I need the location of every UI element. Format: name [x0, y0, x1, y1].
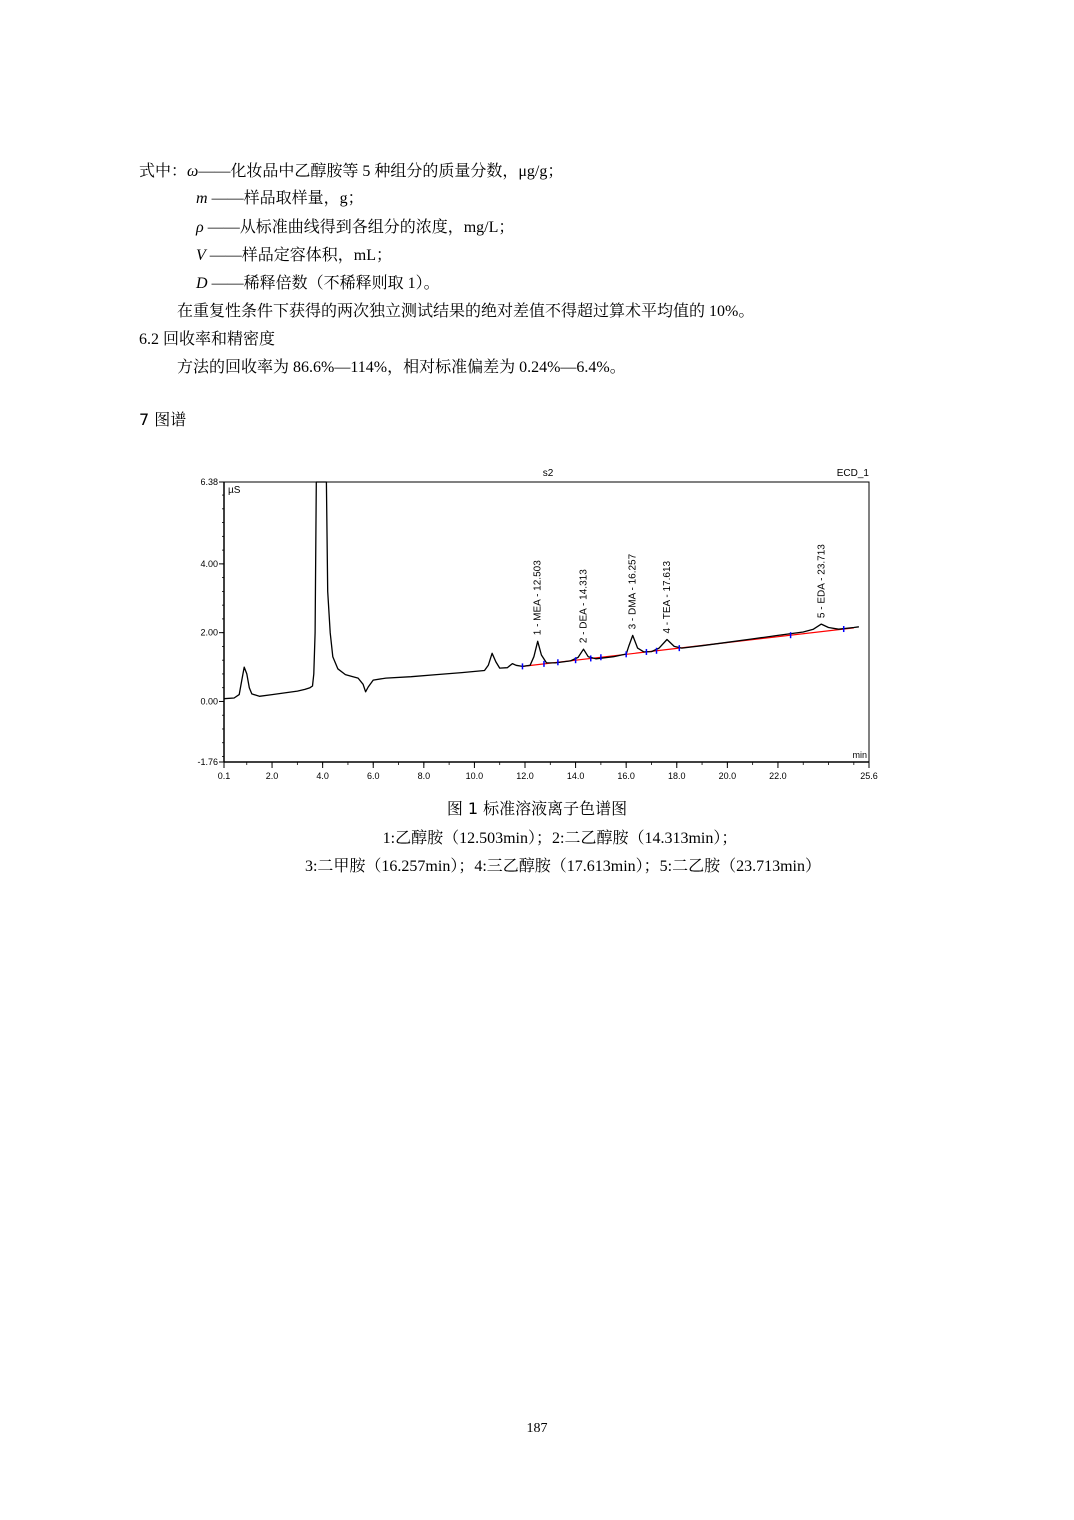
peak-label-3: 3 - DMA - 16.257: [627, 553, 639, 630]
symbol-rho: ρ: [196, 219, 204, 236]
x-unit-label: min: [852, 750, 867, 760]
chart-title: s2: [542, 468, 554, 479]
x-tick-label: 12.0: [516, 771, 534, 781]
note-omega-text: ——化妆品中乙醇胺等 5 种组分的质量分数，μg/g；: [198, 163, 564, 180]
formula-notes-intro: 式中：ω——化妆品中乙醇胺等 5 种组分的质量分数，μg/g；: [139, 163, 564, 180]
y-tick-label: 6.38: [200, 477, 218, 487]
x-tick-label: 25.6: [860, 771, 878, 781]
figure-legend-line-1: 1:乙醇胺（12.503min）；2:二乙醇胺（14.313min）；: [382, 830, 738, 847]
x-tick-label: 18.0: [667, 771, 686, 781]
x-tick-label: 10.0: [465, 771, 484, 781]
section-6-2-body: 方法的回收率为 86.6%—114%，相对标准偏差为 0.24%—6.4%。: [177, 359, 626, 376]
note-rho: ρ ——从标准曲线得到各组分的浓度，mg/L；: [196, 219, 515, 236]
y-unit-label: µS: [228, 485, 241, 496]
repeatability-paragraph: 在重复性条件下获得的两次独立测试结果的绝对差值不得超过算术平均值的 10%。: [177, 303, 755, 320]
symbol-v: V: [196, 247, 206, 264]
x-tick-label: 8.0: [417, 771, 431, 781]
y-tick-label: 0.00: [200, 696, 218, 707]
section-6-2-heading: 6.2 回收率和精密度: [139, 331, 276, 348]
note-v: V ——样品定容体积，mL；: [196, 247, 393, 264]
note-m: m ——样品取样量，g；: [196, 190, 364, 207]
x-tick-label: 22.0: [769, 771, 787, 781]
symbol-omega: ω: [187, 163, 199, 180]
symbol-d: D: [196, 275, 208, 292]
peak-label-5: 5 - EDA - 23.713: [816, 544, 828, 619]
peak-label-2: 2 - DEA - 14.313: [578, 569, 590, 644]
section-7-heading: 7 图谱: [139, 410, 187, 429]
y-tick-label: 4.00: [200, 558, 218, 569]
x-tick-label: 4.0: [316, 771, 329, 781]
peak-label-4: 4 - TEA - 17.613: [661, 560, 673, 634]
x-tick-label: 14.0: [566, 771, 585, 781]
figure-legend-line-2: 3:二甲胺（16.257min）；4:三乙醇胺（17.613min）；5:二乙胺（23.713min）: [304, 858, 821, 875]
peak-label-1: 1 - MEA - 12.503: [532, 560, 544, 636]
page-number: 187: [526, 1421, 548, 1436]
x-tick-label: 16.0: [617, 771, 635, 781]
detector-label: ECD_1: [836, 468, 869, 479]
chromatogram-chart: [188, 463, 888, 793]
plot-frame: [224, 482, 869, 762]
x-tick-label: 0.1: [217, 771, 231, 781]
x-tick-label: 20.0: [718, 771, 737, 781]
figure-caption: 图 1 标准溶液离子色谱图: [446, 799, 628, 818]
y-tick-label: -1.76: [197, 757, 218, 767]
y-tick-label: 2.00: [200, 627, 218, 638]
x-tick-label: 6.0: [366, 771, 380, 781]
x-tick-label: 2.0: [265, 771, 279, 781]
note-d: D ——稀释倍数（不稀释则取 1）。: [196, 275, 440, 292]
symbol-m: m: [196, 190, 208, 207]
